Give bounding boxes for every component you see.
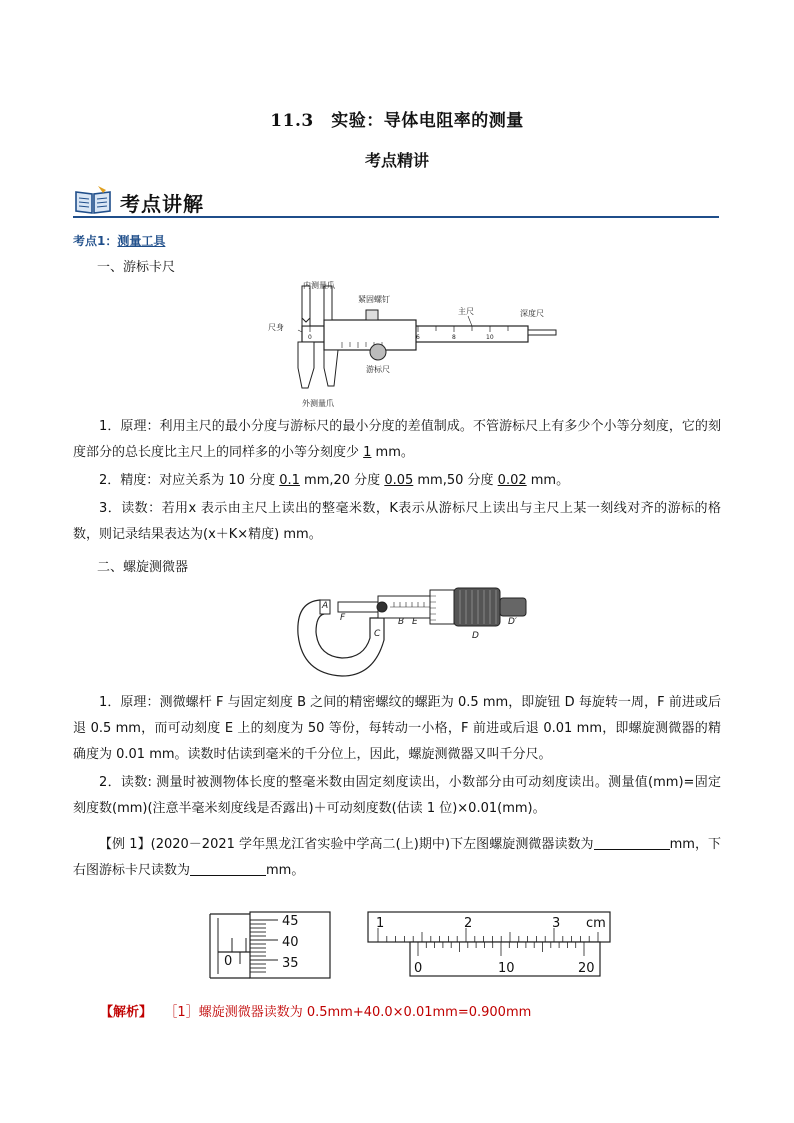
label-body: 尺身 (268, 323, 284, 332)
example-q-b: mm，下右图游标卡尺读数为 (73, 837, 722, 878)
label-screw: 紧固螺钉 (358, 295, 390, 304)
example-source: (2020－2021 学年黑龙江省实验中学高二(上)期中) (150, 837, 451, 852)
main-label-1: 1 (376, 916, 385, 931)
solution (100, 1000, 748, 1026)
example-q-a: 下左图螺旋测微器读数为 (450, 837, 594, 852)
section-banner: 考点讲解 (120, 192, 204, 216)
point-prefix: 考点1： (73, 234, 118, 248)
answer-blank-2[interactable] (190, 861, 266, 876)
example-q-c: mm。 (266, 863, 305, 878)
caliper-principle-unit: mm。 (371, 445, 414, 460)
main-label-2: 2 (464, 916, 473, 931)
precision-20: 0.05 (384, 473, 414, 488)
micrometer-principle: 1．原理：测微螺杆 F 与固定刻度 B 之间的精密螺纹的螺距为 0.5 mm，即旋钮 D 每旋转一周，F 前进或后退 0.5 mm，而可动刻度 E 上的刻度为 50 等份，每转动一小格，F 前进或后退 0.01 mm，即螺旋测微器的精确度为 0.01 mm。读数时估读到毫米的千分位上，因此，螺旋测微器又叫千分尺。 (73, 695, 721, 762)
vernier-label-20: 20 (578, 961, 595, 976)
svg-text:0: 0 (308, 334, 312, 341)
caliper-principle (73, 414, 721, 466)
tick-40: 40 (282, 935, 299, 950)
precision-text-c: mm,50 分度 (413, 473, 498, 488)
precision-text-d: mm。 (526, 473, 570, 488)
caliper-principle-text: 1．原理：利用主尺的最小分度与游标尺的最小分度的差值制成。不管游标尺上有多少个小等分刻度，它的刻度部分的总长度比主尺上的同样多的小等分刻度少 (73, 419, 721, 460)
label-inner-jaw: 内测量爪 (303, 281, 335, 290)
caliper-reading: 3．读数：若用x 表示由主尺上读出的整毫米数，K表示从游标尺上读出与主尺上某一刻线对齐的游标的格数，则记录结果表达为(x＋K×精度) mm。 (73, 501, 721, 542)
caliper-precision (73, 468, 721, 494)
label-depth-rod: 深度尺 (520, 309, 544, 318)
precision-10: 0.1 (279, 473, 300, 488)
point-title (73, 232, 165, 249)
page-subtitle: 考点精讲 (364, 151, 429, 170)
micrometer-reading: 2．读数: 测量时被测物体长度的整毫米数由固定刻度读出，小数部分由可动刻度读出。测量值(mm)=固定刻度数(mm)(注意半毫米刻度线是否露出)＋可动刻度数(估读 1 位)×0.01(mm)。 (73, 775, 721, 816)
label-main-scale: 主尺 (458, 307, 474, 316)
letter-d-prime: D′ (508, 617, 517, 627)
letter-b: B (398, 617, 405, 627)
micrometer-reading-figure (206, 908, 336, 980)
answer-blank-1[interactable] (594, 835, 670, 850)
solution-tag: 【解析】 (100, 1005, 153, 1020)
caliper-heading: 一、游标卡尺 (97, 260, 176, 275)
unit-label: cm (586, 916, 606, 931)
micrometer-diagram (294, 580, 530, 680)
precision-50: 0.02 (497, 473, 527, 488)
point-label: 测量工具 (117, 234, 166, 248)
svg-text:10: 10 (486, 334, 494, 341)
vernier-label-0: 0 (414, 961, 423, 976)
micrometer-heading: 二、螺旋测微器 (97, 560, 189, 575)
letter-a: A (322, 601, 329, 611)
vernier-label-10: 10 (498, 961, 515, 976)
svg-text:6: 6 (416, 334, 420, 341)
tick-45: 45 (282, 914, 299, 929)
page-title: 11.3 实验：导体电阻率的测量 (270, 111, 524, 131)
letter-d: D (472, 631, 479, 641)
letter-f: F (340, 613, 346, 623)
book-icon (73, 184, 113, 214)
solution-text: ［1］螺旋测微器读数为 0.5mm+40.0×0.01mm=0.900mm (164, 1005, 532, 1020)
vernier-caliper-diagram (258, 278, 558, 408)
sleeve-zero: 0 (224, 954, 233, 969)
label-vernier: 游标尺 (366, 365, 390, 374)
letter-e: E (412, 617, 418, 627)
banner-divider (73, 216, 719, 218)
svg-text:8: 8 (452, 334, 456, 341)
caliper-reading-figure (364, 908, 614, 980)
example-tag: 【例 1】 (99, 837, 151, 852)
label-outer-jaw: 外测量爪 (302, 399, 334, 408)
precision-text-a: 2．精度：对应关系为 10 分度 (99, 473, 280, 488)
tick-35: 35 (282, 956, 299, 971)
caliper-principle-answer: 1 (363, 445, 372, 460)
main-label-3: 3 (552, 916, 561, 931)
letter-c: C (374, 629, 381, 639)
example-question (73, 832, 721, 884)
precision-text-b: mm,20 分度 (299, 473, 385, 488)
